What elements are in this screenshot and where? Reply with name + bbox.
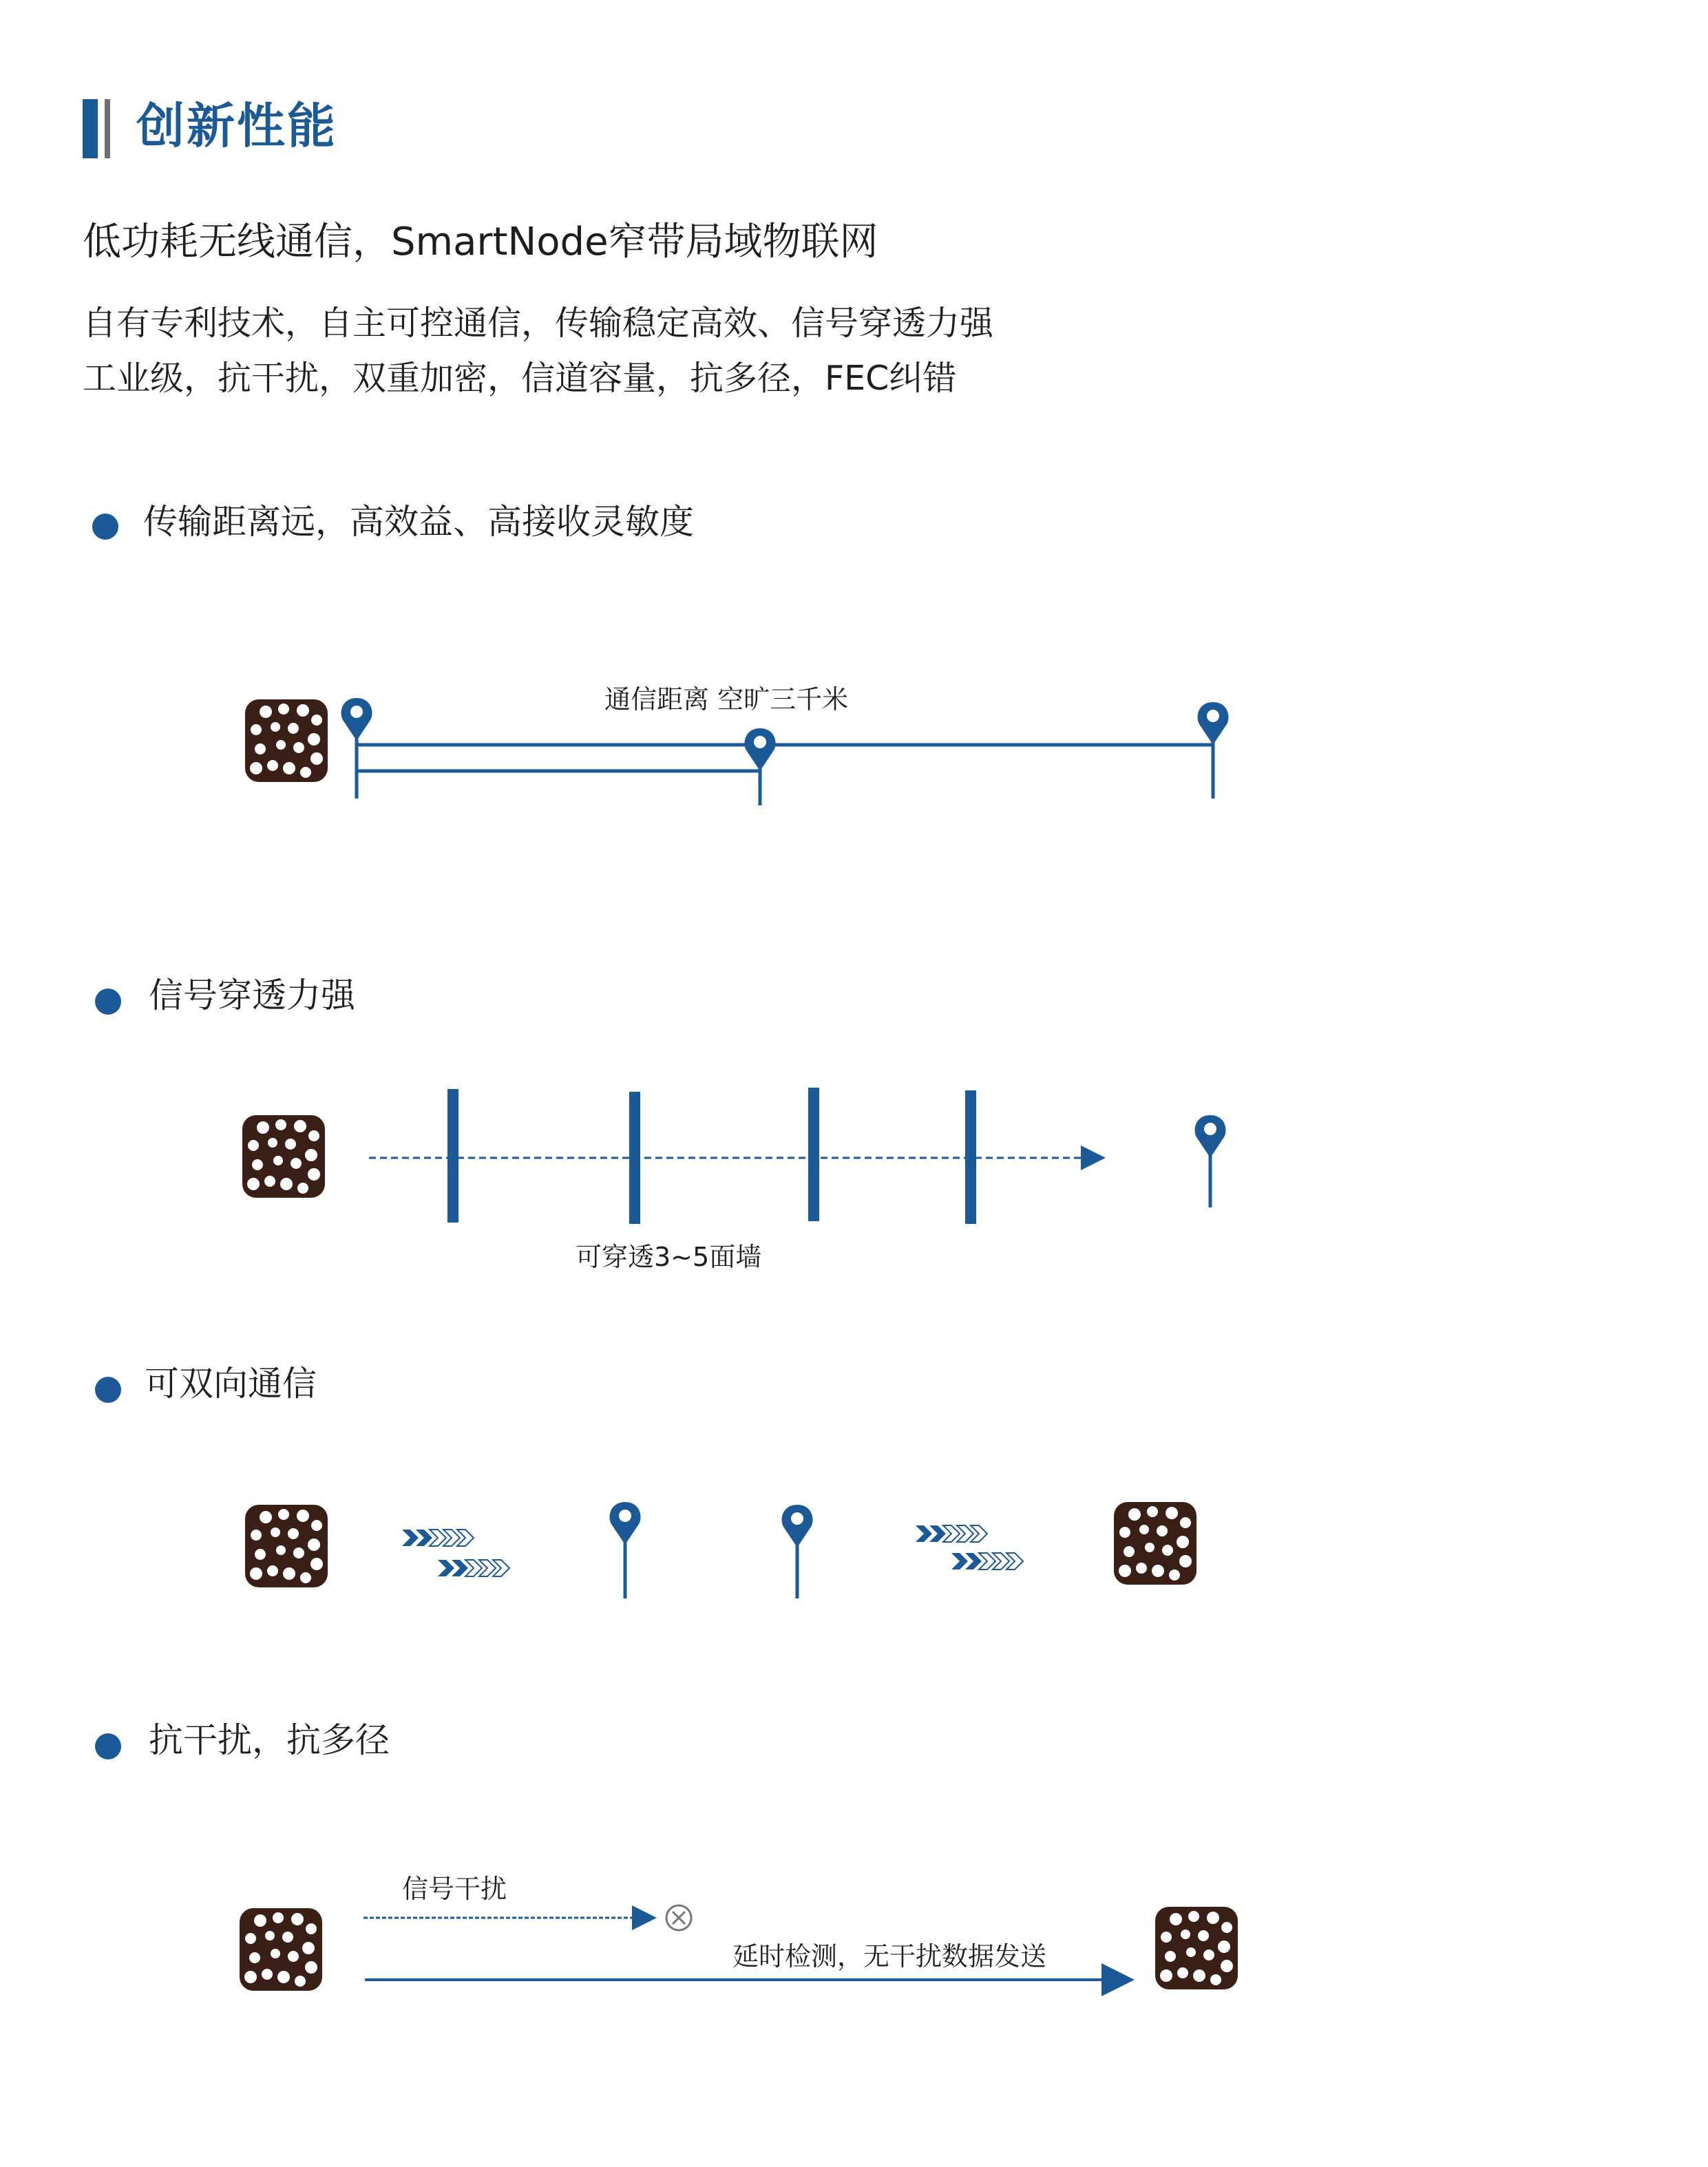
device-chip-icon xyxy=(240,1908,322,1991)
penetration-label: 可穿透3~5面墙 xyxy=(576,1242,762,1272)
page-title: 创新性能 xyxy=(136,98,337,154)
interference-label: 信号干扰 xyxy=(402,1874,507,1904)
clean-transmission-label: 延时检测，无干扰数据发送 xyxy=(732,1941,1047,1972)
feature-heading-bidirectional: 可双向通信 xyxy=(145,1364,317,1404)
range-label: 通信距离 空旷三千米 xyxy=(604,684,849,715)
device-chip-icon xyxy=(245,1505,328,1587)
subtitle: 低功耗无线通信，SmartNode窄带局域物联网 xyxy=(83,220,878,264)
location-pin-icon xyxy=(609,1502,640,1545)
interference-diagram xyxy=(240,1905,1238,1991)
bidirectional-diagram xyxy=(245,1502,1196,1598)
device-chip-icon xyxy=(1114,1502,1196,1585)
description-line-1: 自有专利技术，自主可控通信，传输稳定高效、信号穿透力强 xyxy=(83,304,994,343)
location-pin-icon xyxy=(1194,1115,1225,1158)
feature-heading-anti-interference: 抗干扰，抗多径 xyxy=(149,1720,390,1760)
description-line-2: 工业级，抗干扰，双重加密，信道容量，抗多径，FEC纠错 xyxy=(83,359,957,398)
location-pin-icon xyxy=(781,1505,812,1547)
chevron-arrows-icon xyxy=(916,1525,987,1542)
feature-heading-range: 传输距离远，高效益、高接收灵敏度 xyxy=(143,502,694,542)
feature-heading-penetration: 信号穿透力强 xyxy=(149,975,355,1015)
location-pin-icon xyxy=(341,698,372,741)
device-chip-icon xyxy=(1155,1907,1238,1989)
device-chip-icon xyxy=(245,699,328,782)
location-pin-icon xyxy=(1197,702,1228,745)
chevron-arrows-icon xyxy=(951,1553,1023,1569)
range-diagram xyxy=(245,698,1229,805)
penetration-diagram xyxy=(242,1088,1226,1224)
device-chip-icon xyxy=(242,1115,325,1198)
chevron-arrows-icon xyxy=(438,1560,509,1576)
location-pin-icon xyxy=(744,728,775,771)
chevron-arrows-icon xyxy=(402,1530,474,1546)
